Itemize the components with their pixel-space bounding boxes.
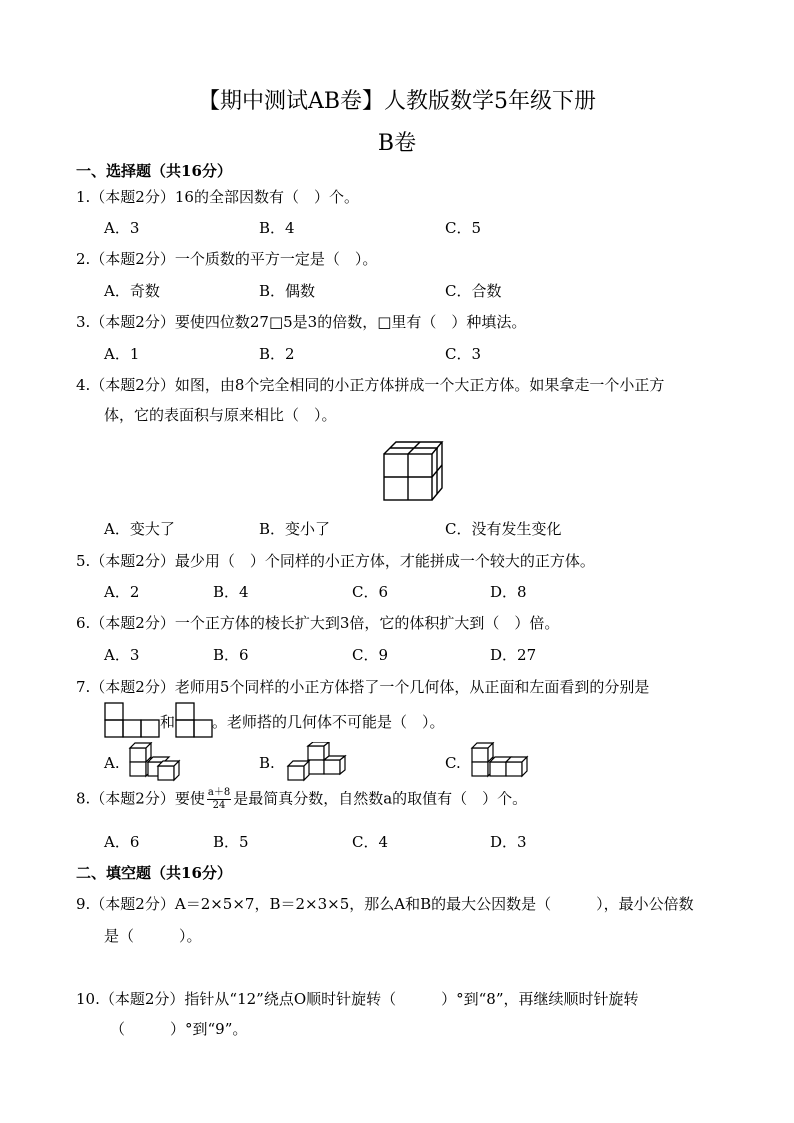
q1-option-c: C．5 (445, 219, 482, 237)
section-heading-fill: 二、填空题（共16分） (76, 864, 232, 882)
page-subtitle: B卷 (377, 131, 417, 156)
question-2: 2.（本题2分）一个质数的平方一定是（ ）。 (76, 250, 378, 268)
section-heading-choice: 一、选择题（共16分） (76, 162, 232, 180)
q2-option-a: A．奇数 (104, 282, 160, 300)
q8-fraction (207, 787, 231, 812)
question-7-line-1: 7.（本题2分）老师用5个同样的小正方体搭了一个几何体，从正面和左面看到的分别是 (76, 678, 650, 696)
q8-option-a: A．6 (104, 833, 140, 851)
q5-option-c: C．6 (352, 583, 389, 601)
q7-option-c-figure (470, 742, 534, 782)
q5-option-b: B．4 (213, 583, 249, 601)
q8-fraction-numerator: a＋8 (207, 787, 231, 798)
question-4-line-1: 4.（本题2分）如图，由8个完全相同的小正方体拼成一个大正方体。如果拿走一个小正方 (76, 376, 665, 394)
q4-option-a: A．变大了 (104, 520, 175, 538)
q8-fraction-denominator: 24 (212, 800, 226, 811)
q7-option-a: A. (104, 754, 120, 772)
q8-option-d: D．3 (490, 833, 527, 851)
cube-2x2x2-figure (378, 438, 444, 502)
q5-option-a: A．2 (104, 583, 140, 601)
question-9-line-2: 是（ ）。 (104, 927, 202, 945)
q7-option-a-figure (128, 742, 186, 782)
q2-option-b: B．偶数 (259, 282, 316, 300)
question-8 (76, 787, 527, 812)
q8-option-c: C．4 (352, 833, 389, 851)
q7-option-b-figure (286, 742, 354, 782)
q6-option-d: D．27 (490, 646, 537, 664)
q4-option-c: C．没有发生变化 (445, 520, 562, 538)
question-5: 5.（本题2分）最少用（ ）个同样的小正方体，才能拼成一个较大的正方体。 (76, 552, 595, 570)
q4-option-b: B．变小了 (259, 520, 331, 538)
q3-option-a: A．1 (104, 345, 140, 363)
page-title: 【期中测试AB卷】人教版数学5年级下册 (197, 89, 597, 114)
question-9-line-1: 9.（本题2分）A＝2×5×7，B＝2×3×5，那么A和B的最大公因数是（ ），最小公倍数 (76, 895, 694, 913)
q8-option-b: B．5 (213, 833, 249, 851)
question-10-line-2: （ ）°到“9”。 (110, 1020, 248, 1038)
question-4-line-2: 体，它的表面积与原来相比（ ）。 (104, 406, 337, 424)
q7-and-text: 和 (160, 713, 176, 731)
question-3: 3.（本题2分）要使四位数27□5是3的倍数，□里有（ ）种填法。 (76, 313, 527, 331)
question-1: 1.（本题2分）16的全部因数有（ ）个。 (76, 188, 359, 206)
question-10-line-1: 10.（本题2分）指针从“12”绕点O顺时针旋转（ ）°到“8”，再继续顺时针旋转 (76, 990, 639, 1008)
question-7-line-2: 。老师搭的几何体不可能是（ ）。 (212, 713, 445, 731)
q6-option-c: C．9 (352, 646, 389, 664)
q6-option-a: A．3 (104, 646, 140, 664)
q7-option-b: B. (259, 754, 275, 772)
q1-option-a: A．3 (104, 219, 140, 237)
q7-option-c: C. (445, 754, 461, 772)
q8-text-after: 是最简真分数，自然数a的取值有（ ）个。 (233, 789, 528, 808)
q3-option-c: C．3 (445, 345, 482, 363)
q5-option-d: D．8 (490, 583, 527, 601)
q1-option-b: B．4 (259, 219, 295, 237)
left-view-figure (175, 702, 213, 738)
front-view-figure (104, 702, 160, 738)
q3-option-b: B．2 (259, 345, 295, 363)
q6-option-b: B．6 (213, 646, 249, 664)
q2-option-c: C．合数 (445, 282, 502, 300)
question-6: 6.（本题2分）一个正方体的棱长扩大到3倍，它的体积扩大到（ ）倍。 (76, 614, 560, 632)
q8-text-before: 8.（本题2分）要使 (76, 789, 205, 808)
